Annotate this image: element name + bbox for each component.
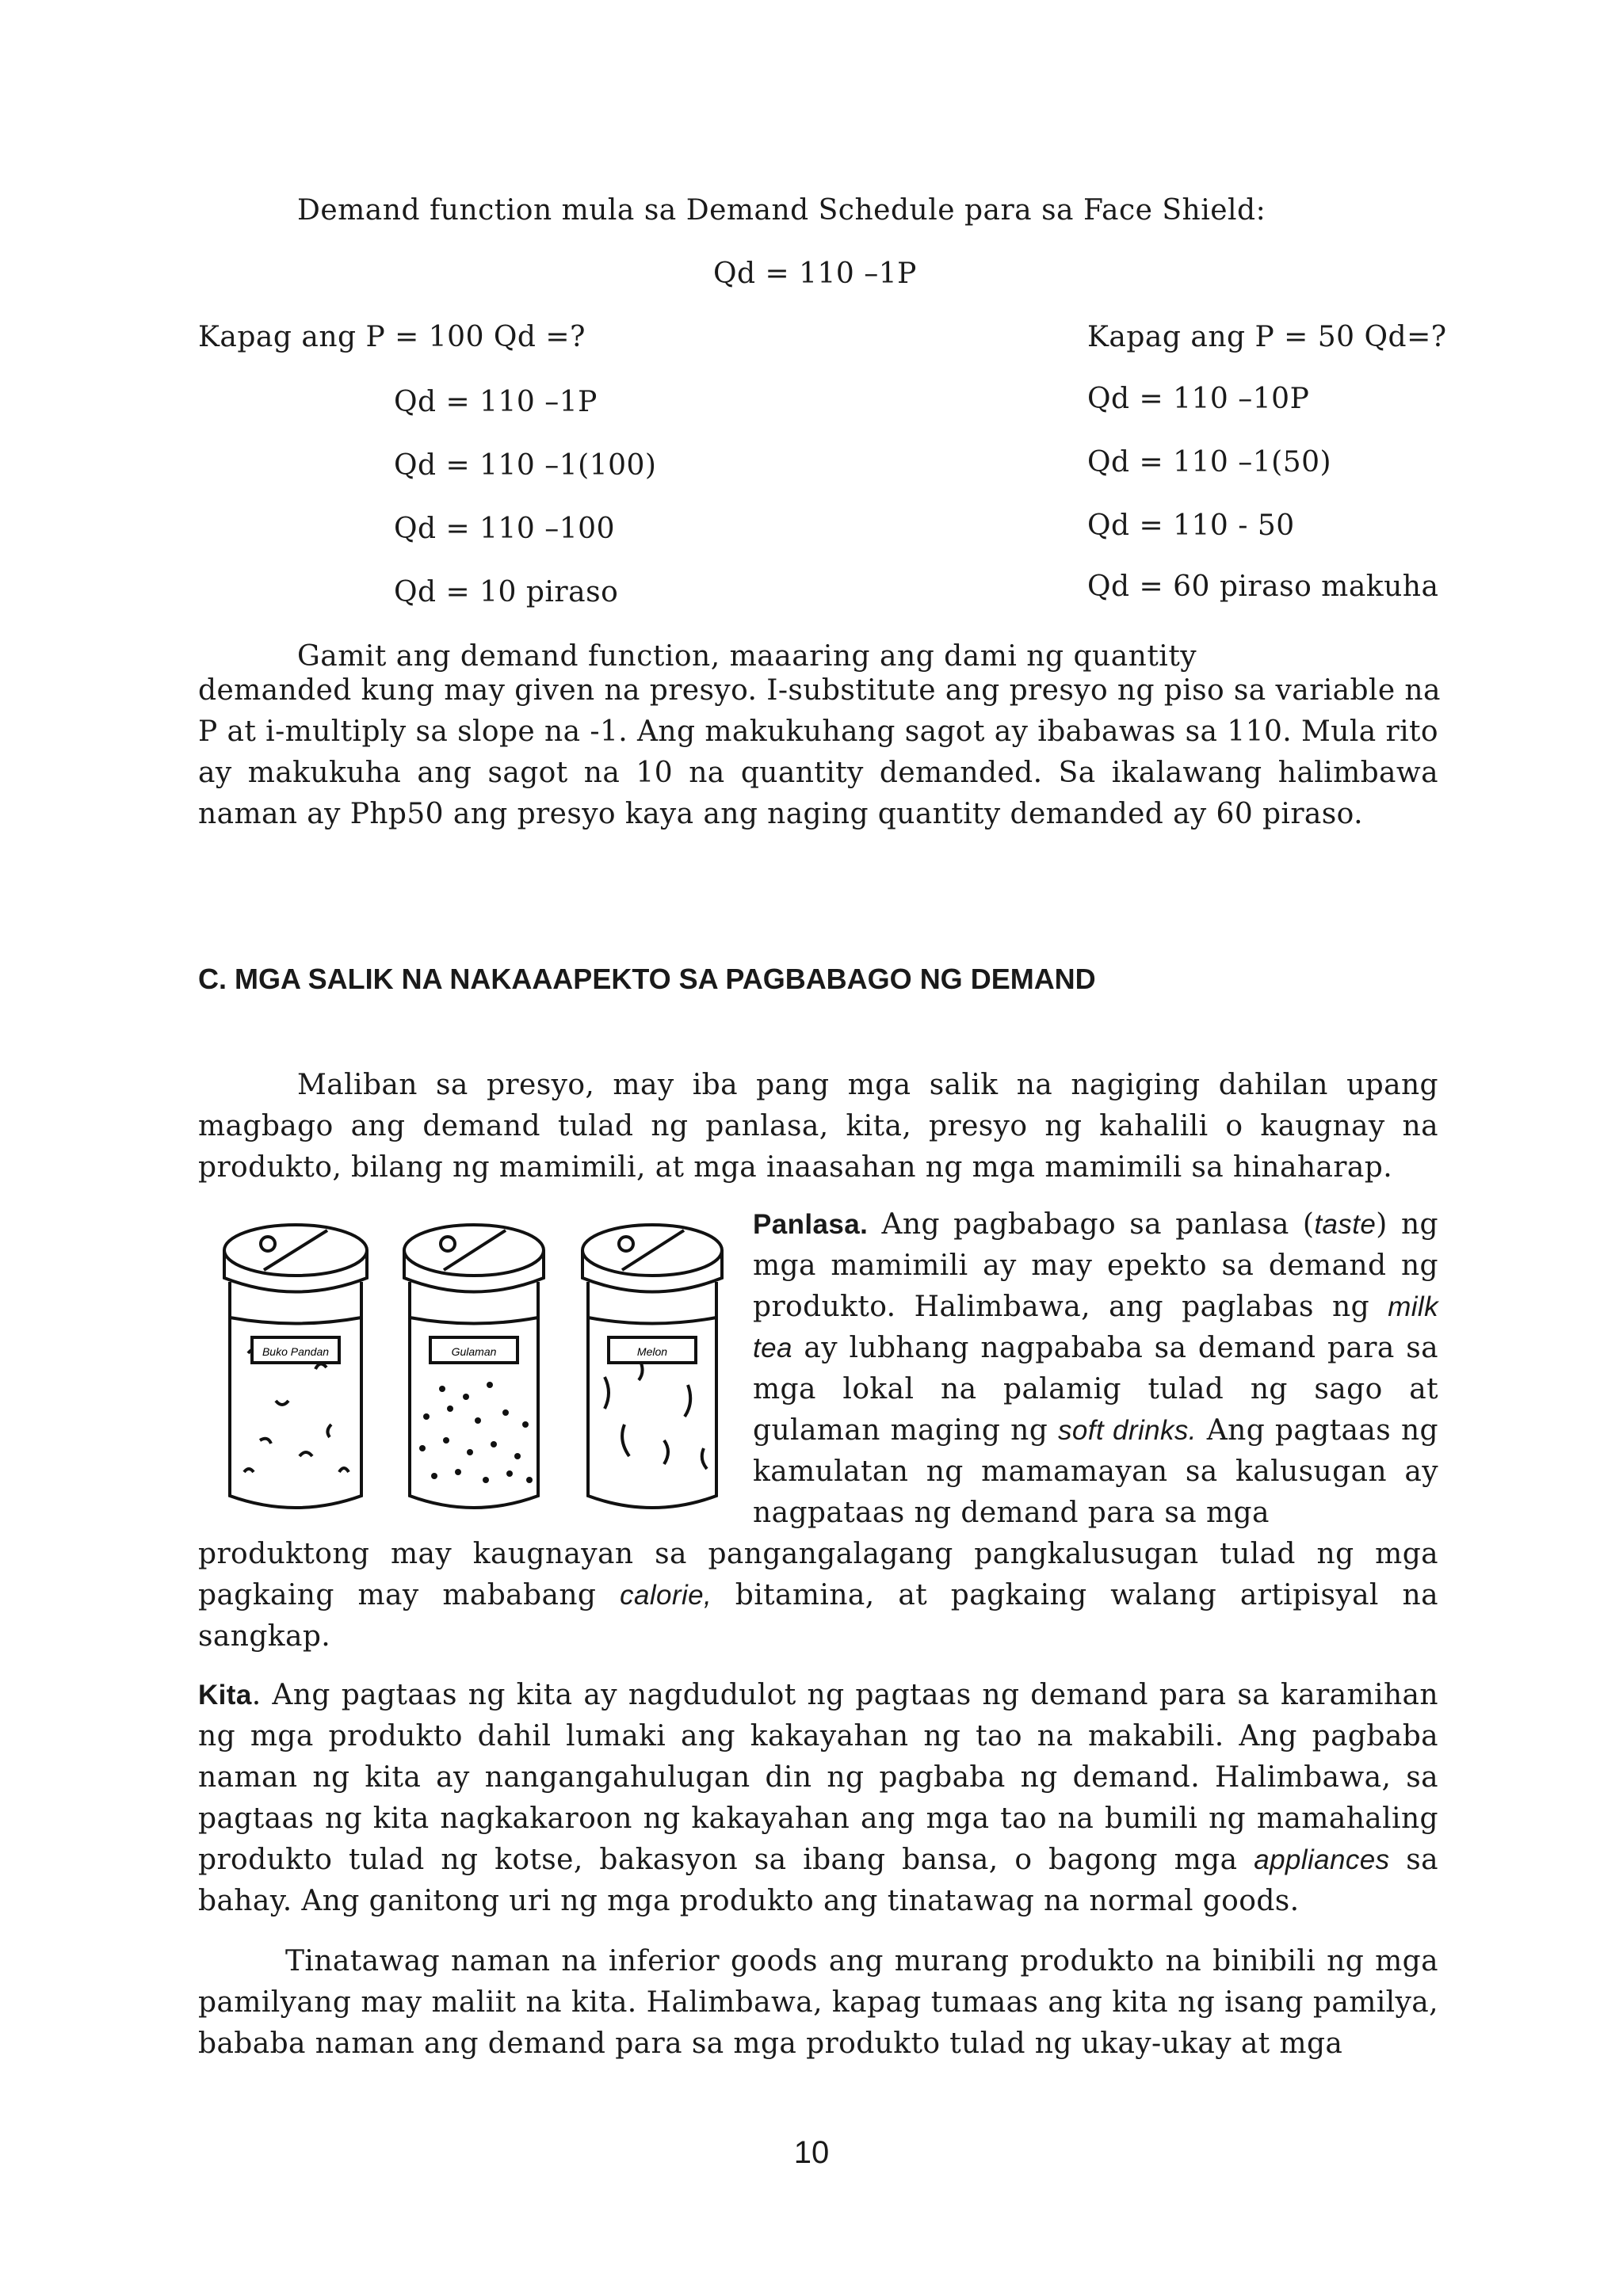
panlasa-line: mga lokal na palamig tulad ng sago at [753,1373,1438,1405]
panlasa-term: Panlasa. [753,1209,869,1240]
intro-line: produkto, bilang ng mamimili, at mga inaasahan ng mga mamimili sa hinaharap. [198,1151,1393,1184]
left-example-question: Kapag ang P = 100 Qd =? [198,321,586,353]
explanation-line: Gamit ang demand function, maaaring ang dami ng quantity [297,640,1197,673]
jar-gulaman [404,1225,544,1508]
explanation-line: P at i-multiply sa slope na -1. Ang makukuhang sagot ay ibabawas sa 110. Mula rito [198,715,1438,748]
intro-line: Maliban sa presyo, may iba pang mga salik na nagiging dahilan upang [297,1069,1438,1101]
panlasa-cont-line: pagkaing may mababang calorie, bitamina, at pagkaing walang artipisyal na [198,1579,1438,1611]
right-example-question: Kapag ang P = 50 Qd=? [1087,321,1447,353]
jar-label: Gulaman [451,1345,497,1358]
demand-function: Qd = 110 –1P [713,257,917,290]
panlasa-line: gulaman maging ng soft drinks. Ang pagtaas ng [753,1414,1438,1447]
jar-buko-pandan [224,1225,367,1508]
panlasa-line: tea ay lubhang nagpababa sa demand para sa [753,1332,1438,1364]
demand-intro: Demand function mula sa Demand Schedule para sa Face Shield: [297,194,1266,227]
kita-line: ng mga produkto dahil lumaki ang kakayahan ng tao na makabili. Ang pagbaba [198,1720,1438,1753]
panlasa-cont-line: sangkap. [198,1620,331,1653]
inferior-goods-paragraph [198,1941,1438,2065]
panlasa-paragraph [753,1204,1438,1534]
panlasa-line: nagpataas ng demand para sa mga [753,1497,1270,1529]
page-number: 10 [793,2135,830,2170]
explanation-line: demanded kung may given na presyo. I-substitute ang presyo ng piso sa variable na [198,674,1441,707]
explanation-line: naman ay Php50 ang presyo kaya ang naging quantity demanded ay 60 piraso. [198,798,1363,830]
left-step: Qd = 110 –1(100) [394,449,657,482]
right-step: Qd = 110 - 50 [1087,509,1295,542]
explanation-line: ay makukuha ang sagot na 10 na quantity demanded. Sa ikalawang halimbawa [198,757,1438,789]
intro-line: magbago ang demand tulad ng panlasa, kita, presyo ng kahalili o kaugnay na [198,1110,1438,1142]
panlasa-line: kamulatan ng mamamayan sa kalusugan ay [753,1455,1438,1488]
section-c-intro [198,1065,1438,1188]
explanation-paragraph [198,670,1441,835]
left-step: Qd = 110 –1P [394,386,598,418]
right-step: Qd = 110 –1(50) [1087,446,1332,479]
inferior-line: pamilyang may maliit na kita. Halimbawa, kapag tumaas ang kita ng isang pamilya, [198,1986,1438,2019]
panlasa-line: produkto. Halimbawa, ang paglabas ng milk [753,1291,1438,1323]
right-step: Qd = 110 –10P [1087,383,1310,415]
kita-line: pagtaas ng kita nagkakaroon ng kakayahan ang mga tao na bumili ng mamahaling [198,1802,1438,1835]
kita-line: Kita. Ang pagtaas ng kita ay nagdudulot ng pagtaas ng demand para sa karamihan [198,1679,1438,1711]
jar-label: Melon [636,1345,668,1358]
palamig-jars-illustration [212,1219,735,1520]
left-step: Qd = 10 piraso [394,576,619,608]
kita-paragraph [198,1675,1438,1922]
inferior-line: bababa naman ang demand para sa mga produkto tulad ng ukay-ukay at mga [198,2027,1343,2060]
right-step: Qd = 60 piraso makuha [1087,570,1439,603]
kita-term: Kita [198,1680,252,1711]
panlasa-line: mga mamimili ay may epekto sa demand ng [753,1249,1438,1282]
panlasa-continuation [198,1534,1438,1657]
kita-line: naman ng kita ay nangangahulugan din ng pagbaba ng demand. Halimbawa, sa [198,1761,1438,1794]
jar-melon [582,1225,722,1508]
kita-line: produkto tulad ng kotse, bakasyon sa ibang bansa, o bagong mga appliances sa [198,1844,1438,1876]
panlasa-cont-line: produktong may kaugnayan sa pangangalagang pangkalusugan tulad ng mga [198,1538,1438,1570]
inferior-line: Tinatawag naman na inferior goods ang murang produkto na binibili ng mga [285,1945,1438,1978]
left-step: Qd = 110 –100 [394,513,615,545]
kita-line: bahay. Ang ganitong uri ng mga produkto ang tinatawag na normal goods. [198,1885,1300,1917]
panlasa-line: Panlasa. Ang pagbabago sa panlasa (taste) ng [753,1208,1438,1241]
jar-label: Buko Pandan [262,1345,330,1358]
section-heading: C. MGA SALIK NA NAKAAAPEKTO SA PAGBABAGO NG DEMAND [198,963,1096,995]
